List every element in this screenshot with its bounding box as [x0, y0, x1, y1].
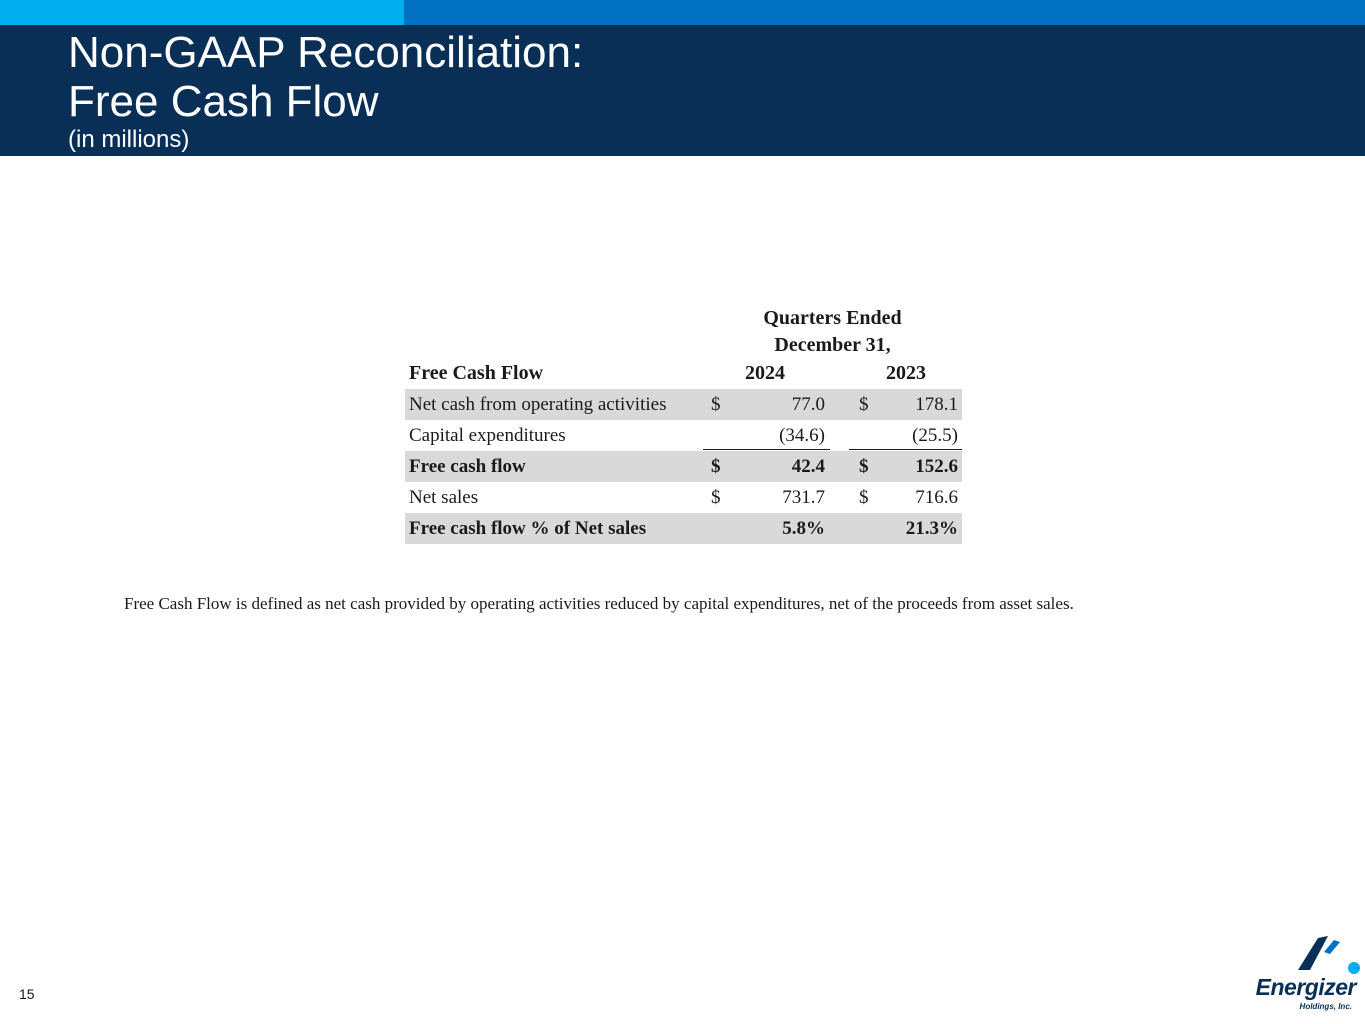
- page-number: 15: [19, 986, 35, 1002]
- value-2024: 731.7: [782, 487, 825, 508]
- slide-subtitle: (in millions): [68, 126, 190, 153]
- section-label: Free Cash Flow: [409, 362, 544, 384]
- group-header-line-2: December 31,: [774, 334, 891, 356]
- row-label: Capital expenditures: [409, 425, 566, 446]
- value-2023: 152.6: [915, 456, 958, 477]
- table-row: [405, 482, 962, 513]
- value-2024: 77.0: [791, 394, 825, 415]
- top-accent-bar-light: [0, 0, 404, 25]
- value-2023: 716.6: [915, 487, 958, 508]
- dollar-sign: $: [859, 456, 869, 477]
- table-row: [405, 389, 962, 420]
- row-label: Net cash from operating activities: [409, 394, 667, 415]
- dollar-sign: $: [711, 487, 721, 508]
- value-2023: 21.3%: [905, 518, 958, 539]
- row-label: Free cash flow: [409, 456, 526, 477]
- top-accent-bar: [404, 0, 1365, 25]
- value-2024: (34.6): [779, 425, 825, 446]
- row-label: Free cash flow % of Net sales: [409, 518, 647, 539]
- value-2023: (25.5): [912, 425, 958, 446]
- value-2024: 42.4: [791, 456, 825, 477]
- dollar-sign: $: [711, 456, 721, 477]
- logo-subtext: Holdings, Inc.: [1299, 1002, 1352, 1011]
- table-group-header: [703, 305, 962, 359]
- year-2024-header: 2024: [745, 362, 785, 384]
- logo-mark-icon: [1240, 930, 1360, 976]
- year-2023-header: 2023: [886, 362, 926, 384]
- table-row: [405, 513, 962, 544]
- table-row: [405, 451, 962, 482]
- table-row: [405, 420, 962, 451]
- group-header-line-1: Quarters Ended: [763, 307, 902, 329]
- subtotal-rule-2023: [849, 449, 962, 450]
- title-line-1: Non-GAAP Reconciliation:: [68, 28, 584, 77]
- table-column-header-row: [405, 358, 962, 389]
- value-2023: 178.1: [915, 394, 958, 415]
- definition-footnote: Free Cash Flow is defined as net cash provided by operating activities reduced by capital expenditures, net of the proceeds from asset sales.: [124, 594, 1074, 613]
- logo-wordmark: Energizer: [1255, 974, 1356, 1000]
- subtotal-rule-2024: [703, 449, 830, 450]
- slide-title: [68, 28, 583, 126]
- dollar-sign: $: [711, 394, 721, 415]
- value-2024: 5.8%: [782, 518, 825, 539]
- dollar-sign: $: [859, 487, 869, 508]
- row-label: Net sales: [409, 487, 479, 508]
- title-line-2: Free Cash Flow: [68, 77, 379, 126]
- dollar-sign: $: [859, 394, 869, 415]
- energizer-logo: [1240, 930, 1360, 1016]
